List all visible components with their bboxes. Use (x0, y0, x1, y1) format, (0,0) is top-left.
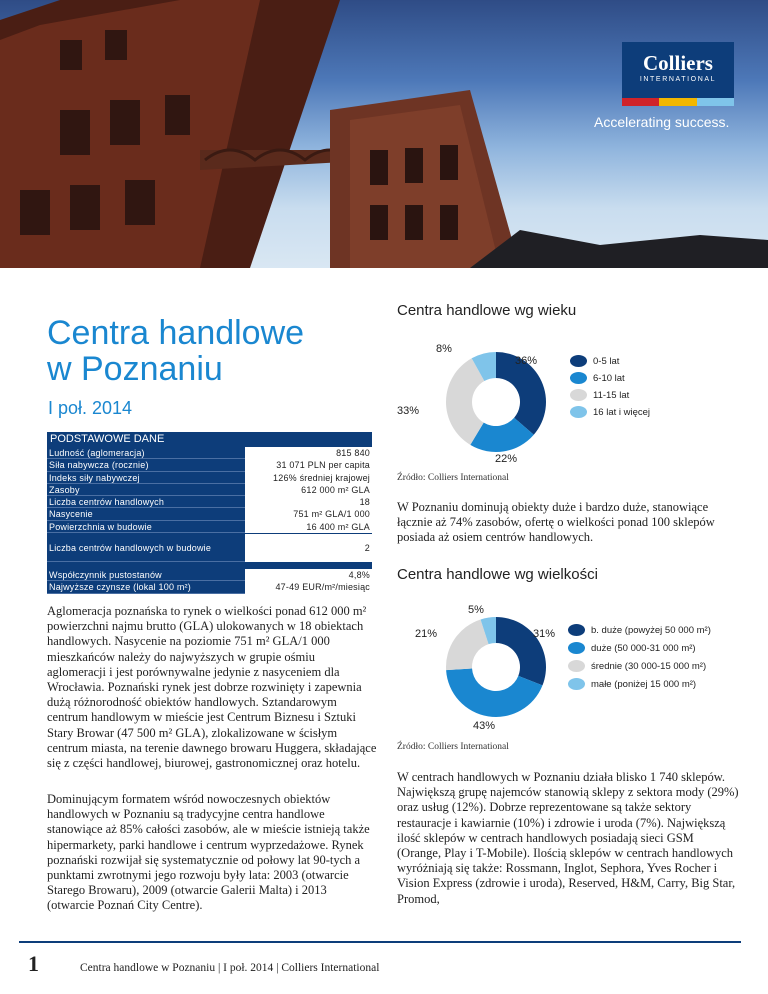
legend-swatch (568, 678, 585, 690)
basic-data-value: 2 (364, 543, 370, 554)
donut-slice-3 (446, 619, 489, 670)
legend-label: średnie (30 000-15 000 m²) (591, 661, 707, 672)
basic-data-label: Współczynnik pustostanów (47, 569, 245, 581)
title-line-1: Centra handlowe (47, 314, 305, 352)
logo-stripes (622, 98, 734, 106)
legend-swatch (568, 624, 585, 636)
brewery-building-photo (0, 0, 768, 268)
donut-value-label: 8% (436, 343, 452, 355)
group-labels (47, 447, 245, 533)
title-line-2: w Poznaniu (47, 350, 223, 388)
group-values (245, 534, 372, 562)
period-subtitle: I poł. 2014 (48, 398, 133, 418)
basic-data-value: 126% średniej krajowej (273, 472, 370, 483)
right-paragraph-2: W centrach handlowych w Poznaniu działa blisko 1 740 sklepów. Największą grupę najemców stanowią sklepy z sektora mody (29%) oraz usług (12%). Dobrze reprezentowane są także sektory restauracje i kawiarnie (10%) i zdrowie i uroda (7%). Największą ilość sklepów w centrach handlowych posiadają sieci GSM (Orange, Play i T-Mobile). Ilością sklepów w centrach handlowych wyróżniają się także: Rossmann, Inglot, Sephora, Yves Rocher i Vision Express (zdrowie i uroda), Reserved, H&M, Carry, Big Star, Promod, (397, 770, 739, 906)
basic-data-value: 16 400 m² GLA (306, 521, 370, 532)
donut-value-label: 5% (468, 604, 484, 616)
donut-value-label: 31% (532, 628, 556, 640)
left-paragraph-2: Dominującym formatem wśród nowoczesnych obiektów handlowych w Poznaniu są tradycyjne centra handlowe stanowiące aż 85% całości zasobów, ale w mieście istnieją także hipermarkety, parki handlowe i centrum wyprzedażowe. Rynek poznański rozwijał się systematycznie od połowy lat 90-tych a punktami zwrotnymi jego rozwoju były lata: 2003 (otwarcie Starego Browaru), 2009 (otwarcie Galerii Malta) i 2013 (otwarcie Poznań City Centre). (47, 792, 370, 913)
basic-data-value: 4,8% (348, 570, 370, 581)
logo-sub: INTERNATIONAL (639, 76, 717, 83)
group-values (245, 569, 372, 594)
donut-value-label: 33% (396, 405, 420, 417)
basic-data-group-1 (47, 446, 372, 533)
legend-label: małe (poniżej 15 000 m²) (591, 679, 697, 690)
basic-data-group-3 (47, 562, 372, 594)
legend-swatch (570, 406, 587, 418)
group-labels (47, 569, 245, 594)
legend-label: 6-10 lat (593, 373, 625, 384)
basic-data-header: PODSTAWOWE DANE (47, 432, 372, 446)
group-labels (47, 534, 245, 562)
legend-swatch (568, 660, 585, 672)
right-paragraph-1: W Poznaniu dominują obiekty duże i bardzo duże, stanowiące łącznie aż 74% zasobów, ofertę o wielkości ponad 100 sklepów posiada aż osiem centrów handlowych. (397, 500, 715, 545)
basic-data-label: Liczba centrów handlowych (47, 496, 245, 508)
tagline: Accelerating success. (594, 114, 730, 130)
left-paragraph-1: Aglomeracja poznańska to rynek o wielkości ponad 612 000 m² powierzchni najmu brutto (GLA) ulokowanych w 18 obiektach handlowych. Nasycenie na poziomie 751 m² GLA/1 000 mieszkańców należy do najwyższych w grupie ośmiu aglomeracji i jest porównywalne jedynie z nasyceniem dla Wrocławia. Poznański rynek jest dobrze rozwinięty i zapewnia dużą różnorodność obiektów handlowych. Sztandarowym centrum handlowym w mieście jest Centrum Biznesu i Sztuki Stary Browar (47 500 m² GLA), zlokalizowane w ścisłym centrum miasta, na terenie dawnego browaru Huggera, składające się z części handlowej, biurowej, gastronomicznej oraz hotelu. (47, 604, 377, 771)
basic-data-label: Liczba centrów handlowych w budowie (47, 534, 245, 562)
hero-photo (0, 0, 768, 268)
colliers-logo[interactable] (622, 42, 734, 106)
group-values (245, 447, 372, 533)
footer-text: Centra handlowe w Poznaniu | I poł. 2014 | Colliers International (80, 962, 380, 974)
basic-data-value: 751 m² GLA/1 000 (293, 509, 370, 520)
donut-value-label: 36% (514, 355, 538, 367)
legend-swatch (570, 372, 587, 384)
basic-data-value: 18 (359, 497, 370, 508)
basic-data-value: 612 000 m² GLA (301, 484, 370, 495)
legend-label: 16 lat i więcej (593, 407, 651, 418)
donut-value-label: 43% (472, 720, 496, 732)
legend-label: b. duże (powyżej 50 000 m²) (591, 625, 711, 636)
logo-name: Colliers (643, 51, 713, 75)
chart1-source: Źródło: Colliers International (397, 473, 509, 483)
basic-data-value: 47-49 EUR/m²/miesiąc (275, 582, 370, 593)
chart2-source: Źródło: Colliers International (397, 742, 509, 752)
chart1-title: Centra handlowe wg wieku (397, 302, 577, 319)
basic-data-label: Najwyższe czynsze (lokal 100 m²) (47, 581, 245, 593)
basic-data-group-2 (47, 533, 372, 562)
legend-label: 11-15 lat (593, 390, 630, 401)
basic-data-value: 815 840 (336, 448, 370, 458)
chart2-title: Centra handlowe wg wielkości (397, 566, 598, 583)
legend-swatch (570, 355, 587, 367)
page-number: 1 (28, 951, 39, 976)
legend-label: 0-5 lat (593, 356, 620, 367)
basic-data-label: Zasoby (47, 484, 245, 496)
basic-data-label: Indeks siły nabywczej (47, 472, 245, 484)
donut-value-label: 21% (414, 628, 438, 640)
page-title (47, 315, 304, 387)
legend-label: duże (50 000-31 000 m²) (591, 643, 696, 654)
basic-data-table (47, 446, 372, 594)
legend-swatch (568, 642, 585, 654)
basic-data-label: Powierzchnia w budowie (47, 521, 245, 533)
legend-swatch (570, 389, 587, 401)
basic-data-label: Ludność (aglomeracja) (47, 447, 245, 459)
basic-data-value: 31 071 PLN per capita (276, 460, 370, 471)
basic-data-label: Nasycenie (47, 508, 245, 520)
chart1-donut (396, 332, 596, 472)
chart2-donut (396, 597, 596, 737)
donut-value-label: 22% (494, 453, 518, 465)
basic-data-label: Siła nabywcza (rocznie) (47, 459, 245, 471)
footer-divider (19, 941, 741, 943)
